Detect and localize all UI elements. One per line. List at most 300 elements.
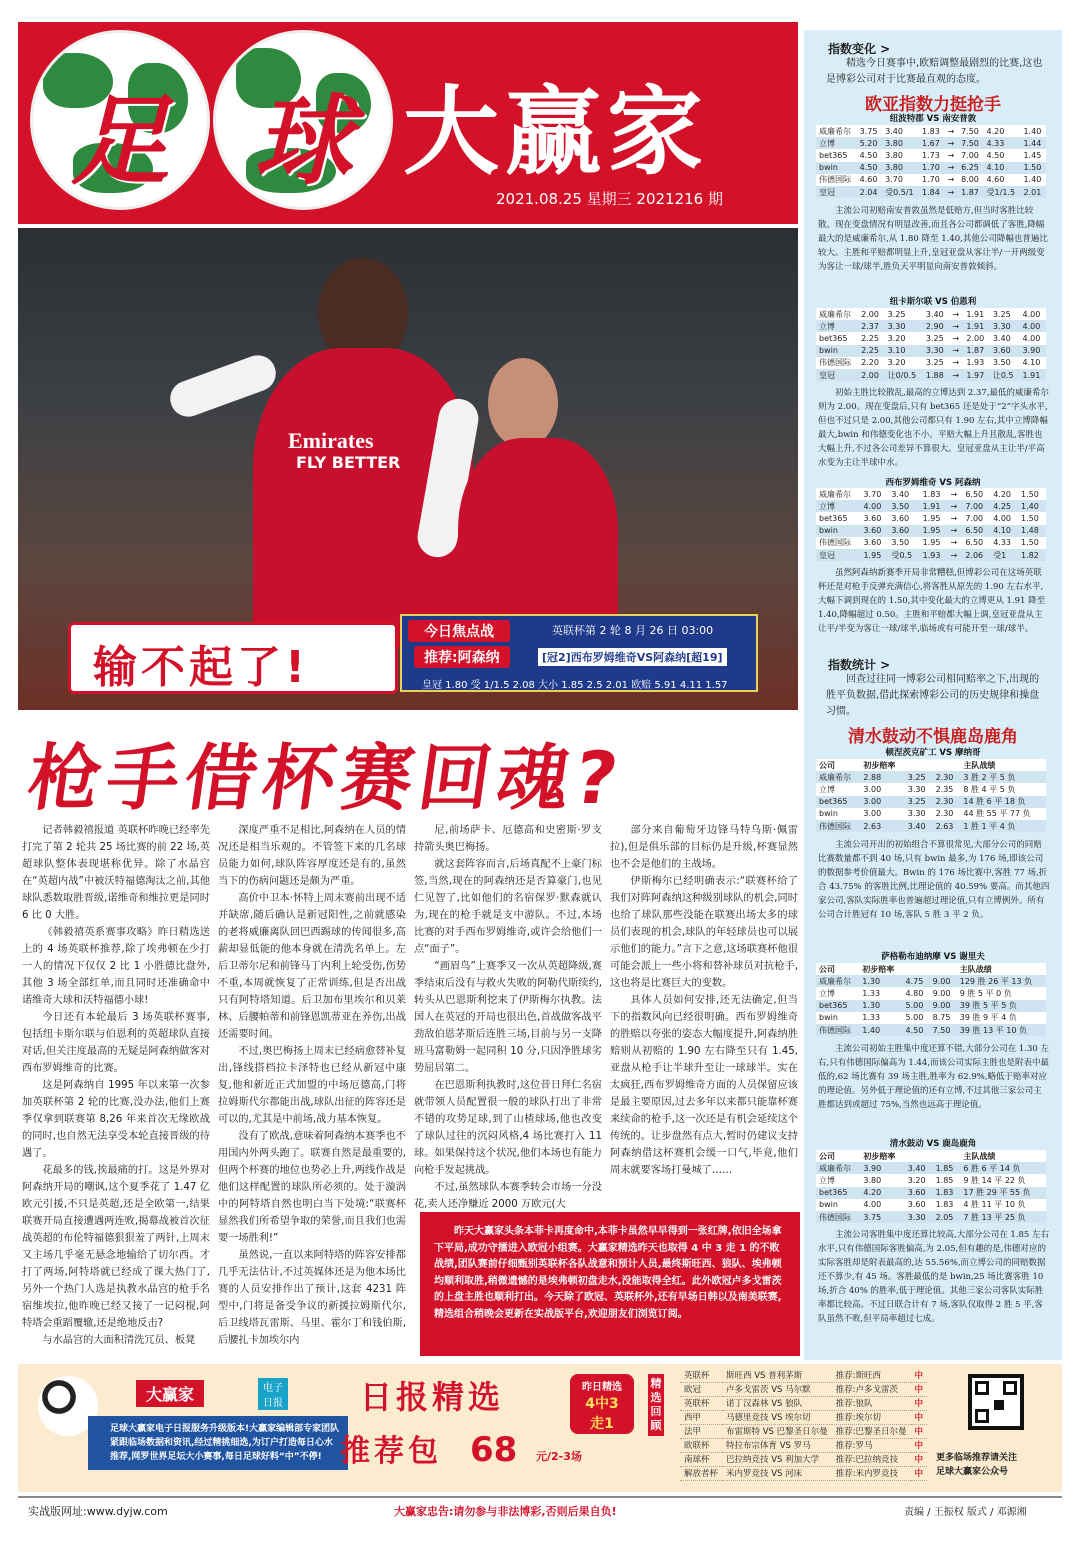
header-cell: 初步赔率	[860, 759, 904, 771]
result-row	[680, 1452, 927, 1466]
table-cell: 6 胜 6 平 14 负	[960, 1162, 1046, 1174]
table-cell: 3.60	[860, 525, 888, 537]
paragraph: 今日还有本轮最后 3 场英联杯赛事,包括纽卡斯尔联与伯恩利的英超球队直接对话,但关注度最高的无疑是阿森纳做客对西布罗姆维奇的比赛。	[22, 1012, 210, 1074]
yesterday-result: 4中3	[585, 1396, 619, 1412]
focus-match-box	[400, 614, 758, 692]
table-cell: 6.25	[958, 162, 983, 174]
yesterday-result-2: 走1	[590, 1416, 614, 1432]
result-cell: 特拉布宗体育 VS 罗马	[722, 1438, 832, 1452]
table-cell: 2.25	[858, 345, 884, 357]
table-cell: 1.30	[859, 1000, 902, 1012]
table-cell: 7.00	[962, 500, 990, 512]
table-cell: 5.00	[903, 1012, 930, 1024]
table-cell: 4.25	[990, 500, 1018, 512]
paragraph: 记者韩毅禧报道 英联杯昨晚已经率先打完了第 2 轮共 25 场比赛的前 22 场,英超球队整体表现堪称优异。除了水晶宫在“英超内战”中被沃特福德淘汰之前,其他球队悉数取胜晋级,诺维奇和维拉更是同时 6 比 0 大胜。	[22, 825, 210, 921]
result-cell: 马德里竞技 VS 埃尔切	[722, 1410, 832, 1424]
hero-headline-text: 输不起了!	[93, 642, 310, 693]
table-row	[816, 162, 1046, 174]
table-cell: 1.95	[860, 549, 888, 561]
table-cell: →	[949, 308, 963, 320]
focus-pick: 推荐:阿森纳	[414, 646, 510, 668]
table-cell: bwin	[816, 345, 858, 357]
table-cell: 2.63	[860, 820, 904, 832]
table-cell: →	[947, 537, 962, 549]
header-cell: 公司	[816, 759, 860, 771]
article-column-1	[22, 822, 210, 1349]
table-cell: 1.91	[920, 500, 948, 512]
table-cell: 3.00	[860, 808, 904, 820]
table-row	[816, 149, 1046, 161]
table-cell: 让0.5	[990, 369, 1020, 381]
table-row	[816, 1012, 1046, 1024]
match-title: 萨格勒布迪纳摩 VS 谢里夫	[881, 952, 985, 962]
table-cell: →	[947, 512, 962, 524]
paragraph: 与水晶宫的大面积清洗冗员、板凳	[42, 1335, 196, 1346]
table-cell: bwin	[816, 1012, 859, 1024]
table-cell: 受0.5	[888, 549, 919, 561]
table-cell: 9.00	[930, 987, 957, 999]
table-cell: 伟德国际	[816, 820, 860, 832]
result-cell: 布雷斯特 VS 巴黎圣日尔曼	[722, 1424, 832, 1438]
table-cell: 7.00	[958, 149, 983, 161]
result-cell: 推荐:埃尔切	[832, 1410, 911, 1424]
table-cell: 1.83	[933, 1187, 961, 1199]
table-row	[816, 125, 1046, 137]
paper-title: 大赢家	[403, 76, 709, 188]
result-cell: 中	[911, 1424, 928, 1438]
table-cell: 3.30	[885, 320, 923, 332]
table-cell: 4.33	[984, 137, 1021, 149]
table-row	[816, 369, 1046, 381]
table-cell: 威廉希尔	[816, 975, 859, 987]
table-cell: 8.75	[930, 1012, 957, 1024]
table-cell: →	[947, 549, 962, 561]
table-cell: 4.20	[990, 488, 1018, 500]
result-cell: 解放者杯	[680, 1466, 722, 1480]
table-cell: 1.91	[963, 308, 989, 320]
table-cell: 3.30	[905, 1211, 933, 1223]
table-cell: 3.60	[888, 525, 919, 537]
result-cell: 西甲	[680, 1410, 722, 1424]
table-cell: 4.50	[857, 149, 882, 161]
daily-picks-title: 日报精选	[360, 1378, 505, 1416]
table-cell: 4.20	[860, 1187, 904, 1199]
table-row	[816, 537, 1046, 549]
table-row	[816, 1187, 1046, 1199]
table-cell: 1.50	[1018, 488, 1046, 500]
table-cell: 1.45	[1020, 149, 1046, 161]
table-cell: 2.01	[1020, 186, 1046, 198]
table-cell: 1.40	[1018, 500, 1046, 512]
site-url: 实战版网址:www.dyjw.com	[28, 1505, 168, 1518]
table-cell: 3.60	[990, 345, 1020, 357]
header-cell	[903, 963, 930, 975]
table-cell: 伟德国际	[816, 174, 857, 186]
result-cell: 中	[911, 1410, 928, 1424]
header-cell	[905, 1150, 933, 1162]
table-cell: 4.00	[860, 500, 888, 512]
table-cell: 17 胜 29 平 55 负	[960, 1187, 1046, 1199]
table-row	[816, 186, 1046, 198]
table-cell: 44 胜 55 平 77 负	[960, 808, 1046, 820]
result-cell: 巴拉纳竞技 VS 利加大学	[722, 1452, 832, 1466]
paragraph: 就这套阵容而言,后场真配不上豪门标签,当然,现在的阿森纳还是否算豪门,也见仁见智了,比如他们的名宿保罗·默森就认为,现在的枪手就是支中游队。不过,本场比赛的对手西布罗姆维奇,或许会给他们一点“面子”。	[414, 859, 602, 955]
table-row	[816, 488, 1046, 500]
table-cell: 2.30	[933, 796, 961, 808]
result-cell: 中	[911, 1368, 928, 1382]
table-cell: 1.97	[963, 369, 989, 381]
table-cell: 3.50	[888, 500, 919, 512]
table-cell: 4.33	[990, 537, 1018, 549]
paragraph: 在巴恩斯利执教时,这位昔日拜仁名宿就带领人员配置很一般的球队打出了非常不错的攻势足球,到了山楂球场,他也改变了球队过往的沉闷风格,4 场比赛打入 11 球。如果保持这个状况,他们本场也有能力向枪手发起挑战。	[414, 1080, 602, 1176]
table-cell: 3.60	[860, 512, 888, 524]
table-cell: 2.00	[963, 332, 989, 344]
table-cell: →	[947, 500, 962, 512]
table-cell: →	[945, 149, 959, 161]
table-cell: 1.84	[919, 186, 944, 198]
table-cell: 3.30	[905, 783, 933, 795]
divider	[18, 1496, 1062, 1498]
table-cell: 3.25	[905, 796, 933, 808]
table-row	[816, 137, 1046, 149]
table-row	[816, 1000, 1046, 1012]
article-column-4	[610, 822, 798, 1179]
table-cell: 3.25	[905, 771, 933, 783]
table-cell: 皇冠	[816, 186, 857, 198]
result-row	[680, 1466, 927, 1480]
result-cell: 欧冠	[680, 1382, 722, 1396]
table-cell: bet365	[816, 1000, 859, 1012]
table-row	[816, 1174, 1046, 1186]
table-cell: 2.30	[933, 771, 961, 783]
table-cell: 7.50	[930, 1024, 957, 1036]
table-cell: 4.50	[903, 1024, 930, 1036]
table-cell: 受0.5/1	[882, 186, 919, 198]
table-row	[816, 1211, 1046, 1223]
table-cell: bwin	[816, 525, 860, 537]
table-cell: →	[945, 186, 959, 198]
yesterday-result-badge	[570, 1374, 634, 1434]
table-row	[816, 1024, 1046, 1036]
table-cell: 1.82	[1018, 549, 1046, 561]
table-cell: 1.67	[919, 137, 944, 149]
table-cell: 威廉希尔	[816, 125, 857, 137]
table-cell: 1.91	[963, 320, 989, 332]
table-cell: 1.73	[919, 149, 944, 161]
table-cell: →	[947, 525, 962, 537]
table-cell: 3.50	[990, 357, 1020, 369]
table-cell: 6.50	[962, 537, 990, 549]
result-cell: 中	[911, 1396, 928, 1410]
table-cell: 1.40	[1020, 174, 1046, 186]
table-cell: 2.05	[933, 1211, 961, 1223]
table-cell: 3.30	[990, 320, 1020, 332]
table-cell: 1.44	[1020, 137, 1046, 149]
match-title: 清水鼓动 VS 鹿岛鹿角	[889, 1139, 977, 1149]
table-cell: 1.91	[1020, 369, 1046, 381]
result-cell: 英联杯	[680, 1396, 722, 1410]
table-cell: 2.90	[923, 320, 949, 332]
qr-caption-2: 足球大赢家公众号	[936, 1467, 1009, 1477]
table-cell: 3.00	[860, 783, 904, 795]
table-cell: 2.25	[858, 332, 884, 344]
hero-photo: Emirates FLY BETTER 输不起了! 今日焦点战 英联杯第 2 轮 8 月 26 日 03:00 推荐:阿森纳 [冠2]西布罗姆维奇VS阿森纳[超19] 皇冠 1.80 受 1/1.5 2.08 大小 1.85 2.5 2.01 欧赔 5.91 4.11 1.57	[18, 228, 798, 710]
table-cell: →	[949, 357, 963, 369]
paragraph: 这是阿森纳自 1995 年以来第一次参加英联杯第 2 轮的比赛,没办法,他们上赛季仅拿到联赛第 8,26 年来首次无缘欧战的同时,也自然无法享受本轮直接晋级的待遇了。	[22, 1080, 210, 1159]
table-cell: 4.00	[860, 1199, 904, 1211]
result-cell: 推荐:卢多戈雷茨	[832, 1382, 911, 1396]
table-cell: 6.50	[962, 525, 990, 537]
table-cell: 3.25	[923, 332, 949, 344]
table-row	[816, 525, 1046, 537]
table-row	[816, 1162, 1046, 1174]
stats-table	[816, 963, 1046, 1036]
table-cell: 4.00	[1020, 332, 1046, 344]
table-cell: 4.10	[1020, 357, 1046, 369]
header-cell: 初步赔率	[859, 963, 902, 975]
paragraph: 深度严重不足相比,阿森纳在人员的情况还是相当乐观的。不管签下来的几名球员能力如何,球队阵容厚度还是有的,虽然当下的伤病问题还是颇为严重。	[218, 825, 406, 887]
logo-char-2: 球	[253, 84, 352, 199]
table-cell: 3.80	[860, 1174, 904, 1186]
analysis-text: 主流公司开出的初始组合不算很常见,大部分公司的同赔比赛数量都不到 40 场,只有 bwin 最多,为 176 场,即该公司的数据参考价值最大。Bwin 的 176 场比赛中,客胜 77 场,折合 43.75% 的客胜比例,比理论值的 40.59% 要高。而其他四家公司,客队实际胜率也普遍超过理论值,只有立博例外。所有公司合计胜冠有 10 场,客队 5 胜 3 平 2 负。	[818, 840, 1050, 920]
table-row	[816, 500, 1046, 512]
article-column-2	[218, 822, 406, 1349]
table-cell: 3 胜 2 平 5 负	[960, 771, 1046, 783]
table-cell: 1.93	[963, 357, 989, 369]
result-cell: 中	[911, 1438, 928, 1452]
table-cell: →	[949, 320, 963, 332]
table-cell: 4.20	[984, 125, 1021, 137]
upgrade-notice: 足球大赢家电子日报服务升级版本!大赢家编辑部专家团队紧跟临场数据和资讯,经过精挑细选,为订户打造每日心水推荐,网罗世界足坛大小赛事,每日足球好料“中”不停!	[88, 1416, 348, 1470]
table-cell: 1.33	[859, 987, 902, 999]
table-row	[816, 796, 1046, 808]
yesterday-label: 昨日精选	[582, 1382, 622, 1393]
table-cell: 3.70	[882, 174, 919, 186]
table-cell: 1.85	[933, 1174, 961, 1186]
table-cell: 1.30	[859, 975, 902, 987]
qr-caption-1: 更多临场推荐请关注	[936, 1453, 1018, 1463]
table-cell: 2.30	[933, 808, 961, 820]
table-cell: 2.00	[858, 308, 884, 320]
table-cell: →	[949, 369, 963, 381]
table-cell: 2.04	[857, 186, 882, 198]
table-cell: 1.83	[920, 488, 948, 500]
table-cell: 3.80	[882, 162, 919, 174]
table-cell: 3.40	[882, 125, 919, 137]
odds-table	[816, 308, 1046, 381]
table-cell: 3.60	[905, 1187, 933, 1199]
table-row	[816, 174, 1046, 186]
result-cell: 法甲	[680, 1424, 722, 1438]
paragraph: 部分来自葡萄牙边锋马特乌斯·佩雷拉),但是俱乐部的目标仍是升级,杯赛显然也不会是他们的主战场。	[610, 825, 798, 870]
table-cell: 3.40	[888, 488, 919, 500]
table-row	[816, 987, 1046, 999]
analysis-text: 虽然阿森纳新赛季开局非常糟糕,但博彩公司在这场英联杯还是对枪手反弹充满信心,将客胜从原先的 1.90 左右水平,大幅下调到现在的 1.50,其中变化最大的立博更从 1.91 降至 1.40,降幅超过 0.50。主胜和平赔都大幅上调,皇冠亚盘从主让平/半变为客让一球/球半,临场或有可能开至一球/球半。	[818, 568, 1046, 634]
paragraph: 不过,奥巴梅扬上周末已经病愈替补复出,锋线搭档拉卡泽特也已经从新冠中康复,他和新近正式加盟的中场厄德高,门将拉姆斯代尔都能出战,球队出征的阵容还是可以的,尤其是中前场,战力基本恢复。	[218, 1046, 406, 1125]
table-cell: 2.37	[858, 320, 884, 332]
table-cell: bwin	[816, 1199, 860, 1211]
result-cell: 卢多戈雷茨 VS 马尔默	[722, 1382, 832, 1396]
table-cell: 7.00	[962, 512, 990, 524]
table-cell: 立博	[816, 987, 859, 999]
table-cell: 3.30	[905, 808, 933, 820]
table-cell: 3.40	[923, 308, 949, 320]
table-cell: 2.88	[860, 771, 904, 783]
table-cell: 伟德国际	[816, 1024, 859, 1036]
table-row	[816, 308, 1046, 320]
stats-table	[816, 759, 1046, 832]
editor-credits: 责编 / 王振权 版式 / 邓源湘	[904, 1507, 1027, 1518]
result-row	[680, 1424, 927, 1438]
table-cell: →	[945, 174, 959, 186]
table-cell: 5.00	[903, 1000, 930, 1012]
match-title: 纽卡斯尔联 VS 伯恩利	[889, 297, 977, 307]
result-cell: 推荐:罗马	[832, 1438, 911, 1452]
table-cell: 7.50	[958, 125, 983, 137]
table-cell: 皇冠	[816, 549, 860, 561]
table-cell: 6.50	[962, 488, 990, 500]
focus-match: [冠2]西布罗姆维奇VS阿森纳[超19]	[538, 648, 727, 666]
table-cell: 1.70	[919, 174, 944, 186]
header-cell: 公司	[816, 963, 859, 975]
table-cell: 129 胜 26 平 13 负	[957, 975, 1046, 987]
table-cell: 3.25	[990, 308, 1020, 320]
result-cell: 中	[911, 1466, 928, 1480]
table-cell: 3.20	[885, 357, 923, 369]
result-cell: 推荐:巴拉纳竞技	[832, 1452, 911, 1466]
table-cell: 3.25	[885, 308, 923, 320]
header-cell: 主队战绩	[957, 963, 1046, 975]
table-cell: 3.00	[860, 796, 904, 808]
table-cell: 3.75	[860, 1211, 904, 1223]
promo-box: 昨天大赢家头条本菲卡再度命中,本菲卡虽然早早得到一张红牌,依旧全场拿下平局,成功守擂进入欧冠小组赛。大赢家精选昨天也取得 4 中 3 走 1 的不败战绩,团队赛前仔细甄别英联杯各队战意和预计人员,最终斯旺西、狼队、埃弗顿均顺利取胜,稍微遗憾的是埃弗顿初盘走水,没能取得全红。此外欧冠卢多戈雷茨的上盘主胜也顺利打出。今天除了欧冠、英联杯外,还有早场日韩以及南美联赛,精选组合稍晚会更新在实战版平台,欢迎朋友们浏览订阅。	[420, 1212, 800, 1356]
table-cell: 9 胜 14 平 22 负	[960, 1174, 1046, 1186]
match-title: 顿涅茨克矿工 VS 摩纳哥	[885, 748, 981, 758]
analysis-text: 主流公司客胜集中度还算比较高,大部分公司在 1.85 左右水平,只有伟德国际客胜偏高,为 2.05,但有趣的是,伟德对应的实际客胜却是附表最高的,达 55.56%,而立博公司的同赔数据还不算少,有 45 场。客胜最低的是 bwin,25 场比赛客胜 10 场,折合 40% 的胜率,低于理论值。其他三家公司客队实际胜率都比较高。不过日联合计有 7 场,客队仅取得 2 胜 5 平,客队虽然不败,但平局率超过七成。	[818, 1230, 1050, 1324]
table-cell: 3.40	[905, 820, 933, 832]
table-cell: bet365	[816, 796, 860, 808]
table-cell: 威廉希尔	[816, 488, 860, 500]
table-cell: 3.60	[860, 537, 888, 549]
result-row	[680, 1396, 927, 1410]
result-row	[680, 1410, 927, 1424]
section-head-odds-change: 指数变化 >	[828, 42, 891, 56]
table-cell: 1.87	[963, 345, 989, 357]
paragraph: 花最多的钱,挨最痛的打。这是外界对阿森纳开局的嘲讽,这个夏季花了 1.47 亿欧元引援,不只是英超,还是全欧第一,结果联赛开局直接遭遇两连败,揭幕战被首次征战英超的布伦特福德狠狠羞了两针,上周末又主场几乎毫无悬念地输给了切尔西。才打了两场,阿特塔就已经成了课大热门了,另外一个热门人选是执教水晶宫的枪手名宿维埃拉,他昨晚已经又接了一记闷棍,阿特塔会重蹈覆辙,还是绝地反击?	[22, 1165, 210, 1329]
table-cell: 3.70	[860, 488, 888, 500]
table-cell: →	[945, 137, 959, 149]
table-cell: 1.83	[933, 1199, 961, 1211]
table-cell: 1.50	[1020, 162, 1046, 174]
table-cell: →	[945, 162, 959, 174]
table-cell: 4.00	[990, 512, 1018, 524]
table-cell: 1.70	[919, 162, 944, 174]
table-cell: 4.75	[903, 975, 930, 987]
table-cell: 4.50	[857, 162, 882, 174]
table-cell: 伟德国际	[816, 1211, 860, 1223]
table-row	[816, 512, 1046, 524]
table-cell: 3.75	[857, 125, 882, 137]
analysis-text: 初始主胜比较散乱,最高的立博达到 2.37,最低的威廉希尔则为 2.00。现在变盘后,只有 bet365 还是处于“2”字头水平,但也不过只是 2.00,其他公司都只有 1.90 左右,其中立博降幅最大,bwin 和伟德变化也不小。平赔大幅上升且散乱,客胜也大幅上升,不过各公司差异不算很大。皇冠亚盘从主让半/平高水变为主让半球中水。	[818, 388, 1050, 468]
table-cell: 让0/0.5	[885, 369, 923, 381]
table-cell: 3.90	[1020, 345, 1046, 357]
section-intro: 精选今日赛事中,欧赔调整最剧烈的比赛,这也是博彩公司对于比赛最直观的态度。	[826, 58, 1043, 85]
table-header	[816, 1150, 1046, 1162]
review-label: 精选回顾	[648, 1374, 664, 1436]
table-cell: 4.60	[857, 174, 882, 186]
result-cell: 英联杯	[680, 1368, 722, 1382]
table-cell: 14 胜 6 平 18 负	[960, 796, 1046, 808]
paragraph: 伊斯梅尔已经明确表示:“联赛杯给了我们对阵阿森纳这种级别球队的机会,同时也给了球队那些没能在联赛出场太多的球员们表现的机会,球队的年轻球员也可以展示他们的能力。”言下之意,这场联赛杯他很可能会派上一些小将和替补球员对抗枪手,这也将是比赛巨大的变数。	[610, 876, 798, 989]
result-cell: 米内罗竞技 VS 河床	[722, 1466, 832, 1480]
daily-picks-sub: 推荐包	[340, 1434, 442, 1469]
paragraph: 尼,前场萨卡、厄德高和史密斯·罗支持箭头奥巴梅扬。	[414, 825, 602, 853]
paragraph: 具体人员如何安排,还无法确定,但当下的指数风向已经很明确。西布罗姆维奇的胜赔以夸张的姿态大幅度提升,阿森纳胜赔则从初赔的 1.90 左右降至只有 1.45,亚盘从枪手让半球升至让一球球半。实在太疯狂,西布罗姆维奇方面的人员保留应该是最主要原因,过去多年以来都只能靠杯赛来续命的枪手,这一次还是有机会延续这个传统的。让步盘然有点大,暂时仍建议支持阿森纳借这杯赛机会缓一口气,毕竟,他们周末就要客场打曼城了……	[610, 995, 798, 1176]
table-header	[816, 759, 1046, 771]
header-cell: 公司	[816, 1150, 860, 1162]
table-cell: 1.50	[1018, 512, 1046, 524]
table-cell: →	[947, 488, 962, 500]
result-row	[680, 1438, 927, 1452]
result-cell: 南球杯	[680, 1452, 722, 1466]
price-unit: 元/2-3场	[536, 1450, 582, 1463]
table-cell: 皇冠	[816, 369, 858, 381]
article-column-3	[414, 822, 602, 1213]
section-head-odds-stats: 指数统计 >	[828, 658, 891, 672]
table-cell: 3.60	[905, 1199, 933, 1211]
table-cell: 立博	[816, 320, 858, 332]
odds-table	[816, 125, 1046, 198]
table-cell: 4.10	[984, 162, 1021, 174]
table-cell: 4.60	[984, 174, 1021, 186]
table-cell: 3.80	[882, 137, 919, 149]
table-cell: 3.50	[888, 537, 919, 549]
table-cell: 39 胜 5 平 5 负	[957, 1000, 1046, 1012]
table-cell: 3.40	[905, 1162, 933, 1174]
table-cell: 4.00	[1020, 308, 1046, 320]
table-row	[816, 771, 1046, 783]
table-cell: 4 胜 11 平 10 负	[960, 1199, 1046, 1211]
table-cell: 4.00	[1020, 320, 1046, 332]
main-headline: 枪手借杯赛回魂?	[23, 736, 629, 820]
table-cell: 1.93	[920, 549, 948, 561]
table-cell: 4.50	[984, 149, 1021, 161]
results-table	[680, 1368, 927, 1481]
table-cell: 8.00	[958, 174, 983, 186]
table-cell: bet365	[816, 1187, 860, 1199]
header-cell	[933, 1150, 961, 1162]
table-cell: 1.83	[919, 125, 944, 137]
odds-sidebar	[804, 30, 1062, 1360]
table-cell: 伟德国际	[816, 357, 858, 369]
result-cell: 推荐:斯旺西	[832, 1368, 911, 1382]
table-row	[816, 808, 1046, 820]
table-row	[816, 320, 1046, 332]
table-cell: 3.30	[923, 345, 949, 357]
odds-table	[816, 488, 1046, 561]
paragraph: 《韩毅禧英系赛事攻略》昨日精选送上的 4 场英联杯推荐,除了埃弗顿在少打一人的情况下仅仅 2 比 1 小胜德比盘外,其他 3 场全部红单,而且同时还准确命中诺维奇大球和沃特福德小球!	[22, 927, 210, 1006]
result-cell: 诺丁汉森林 VS 狼队	[722, 1396, 832, 1410]
result-cell: 中	[911, 1452, 928, 1466]
table-cell: bet365	[816, 149, 857, 161]
footer-brand: 大赢家	[136, 1380, 204, 1407]
table-cell: 立博	[816, 1174, 860, 1186]
paragraph: 虽然说,一直以来阿特塔的阵容安排都几乎无法估计,不过英媒体还是为他本场比赛的人员安排作出了预计,这套 4231 阵型中,门将是备受争议的新援拉姆斯代尔,后卫线塔瓦雷斯、马里、霍尔丁和钱伯斯,后腰扎卡加埃尔内	[218, 1250, 406, 1346]
table-cell: 2.06	[962, 549, 990, 561]
table-cell: 5.20	[857, 137, 882, 149]
logo-char-1: 足	[70, 84, 169, 199]
table-row	[816, 357, 1046, 369]
